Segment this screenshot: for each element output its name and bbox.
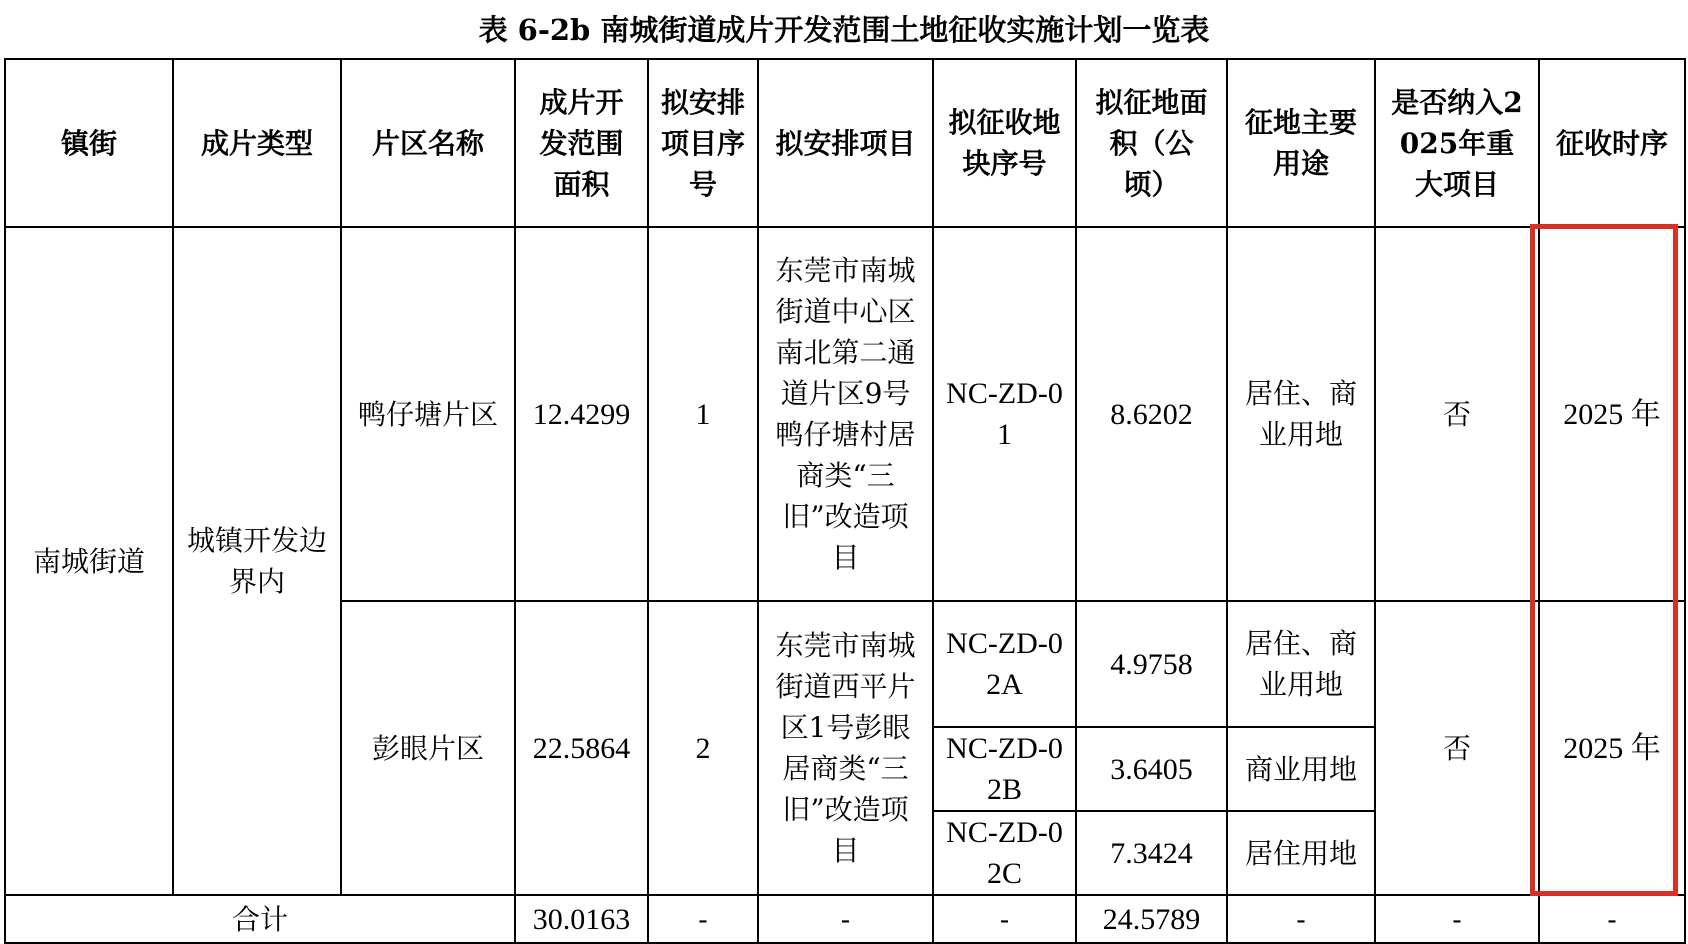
cell-dev-area: 12.4299 xyxy=(515,227,648,601)
cell-plot-no: NC-ZD-01 xyxy=(933,227,1076,601)
header-timing: 征收时序 xyxy=(1539,59,1685,227)
total-major: - xyxy=(1375,895,1539,943)
cell-usage: 居住用地 xyxy=(1227,811,1375,895)
header-usage: 征地主要用途 xyxy=(1227,59,1375,227)
cell-project: 东莞市南城街道西平片区1号彭眼居商类“三旧”改造项目 xyxy=(758,601,933,895)
cell-plot-area: 3.6405 xyxy=(1076,727,1227,811)
total-dev-area: 30.0163 xyxy=(515,895,648,943)
header-project-no: 拟安排项目序号 xyxy=(648,59,758,227)
header-project: 拟安排项目 xyxy=(758,59,933,227)
total-label: 合计 xyxy=(5,895,515,943)
total-project-no: - xyxy=(648,895,758,943)
land-acquisition-table xyxy=(4,58,1686,944)
cell-usage: 居住、商业用地 xyxy=(1227,227,1375,601)
header-major: 是否纳入2025年重大项目 xyxy=(1375,59,1539,227)
cell-project-no: 2 xyxy=(648,601,758,895)
cell-project-no: 1 xyxy=(648,227,758,601)
header-dev-area: 成片开发范围面积 xyxy=(515,59,648,227)
cell-major: 否 xyxy=(1375,601,1539,895)
cell-plot-area: 7.3424 xyxy=(1076,811,1227,895)
cell-plot-no: NC-ZD-02C xyxy=(933,811,1076,895)
cell-dev-area: 22.5864 xyxy=(515,601,648,895)
total-plot-no: - xyxy=(933,895,1076,943)
cell-type: 城镇开发边界内 xyxy=(173,227,341,895)
cell-plot-area: 4.9758 xyxy=(1076,601,1227,727)
header-plot-no: 拟征收地块序号 xyxy=(933,59,1076,227)
header-area-name: 片区名称 xyxy=(341,59,515,227)
cell-area-name: 鸭仔塘片区 xyxy=(341,227,515,601)
header-row xyxy=(5,59,1685,227)
cell-timing: 2025 年 xyxy=(1539,227,1685,601)
cell-town: 南城街道 xyxy=(5,227,173,895)
cell-timing: 2025 年 xyxy=(1539,601,1685,895)
total-plot-area: 24.5789 xyxy=(1076,895,1227,943)
table-title: 表 6-2b 南城街道成片开发范围土地征收实施计划一览表 xyxy=(478,13,1210,47)
total-usage: - xyxy=(1227,895,1375,943)
cell-plot-area: 8.6202 xyxy=(1076,227,1227,601)
total-project: - xyxy=(758,895,933,943)
total-row xyxy=(5,895,1685,943)
cell-project: 东莞市南城街道中心区南北第二通道片区9号鸭仔塘村居商类“三旧”改造项目 xyxy=(758,227,933,601)
total-timing: - xyxy=(1539,895,1685,943)
cell-plot-no: NC-ZD-02A xyxy=(933,601,1076,727)
cell-plot-no: NC-ZD-02B xyxy=(933,727,1076,811)
cell-usage: 居住、商业用地 xyxy=(1227,601,1375,727)
header-type: 成片类型 xyxy=(173,59,341,227)
header-town: 镇街 xyxy=(5,59,173,227)
table-row xyxy=(5,227,1685,601)
header-plot-area: 拟征地面积（公顷） xyxy=(1076,59,1227,227)
cell-usage: 商业用地 xyxy=(1227,727,1375,811)
cell-area-name: 彭眼片区 xyxy=(341,601,515,895)
cell-major: 否 xyxy=(1375,227,1539,601)
